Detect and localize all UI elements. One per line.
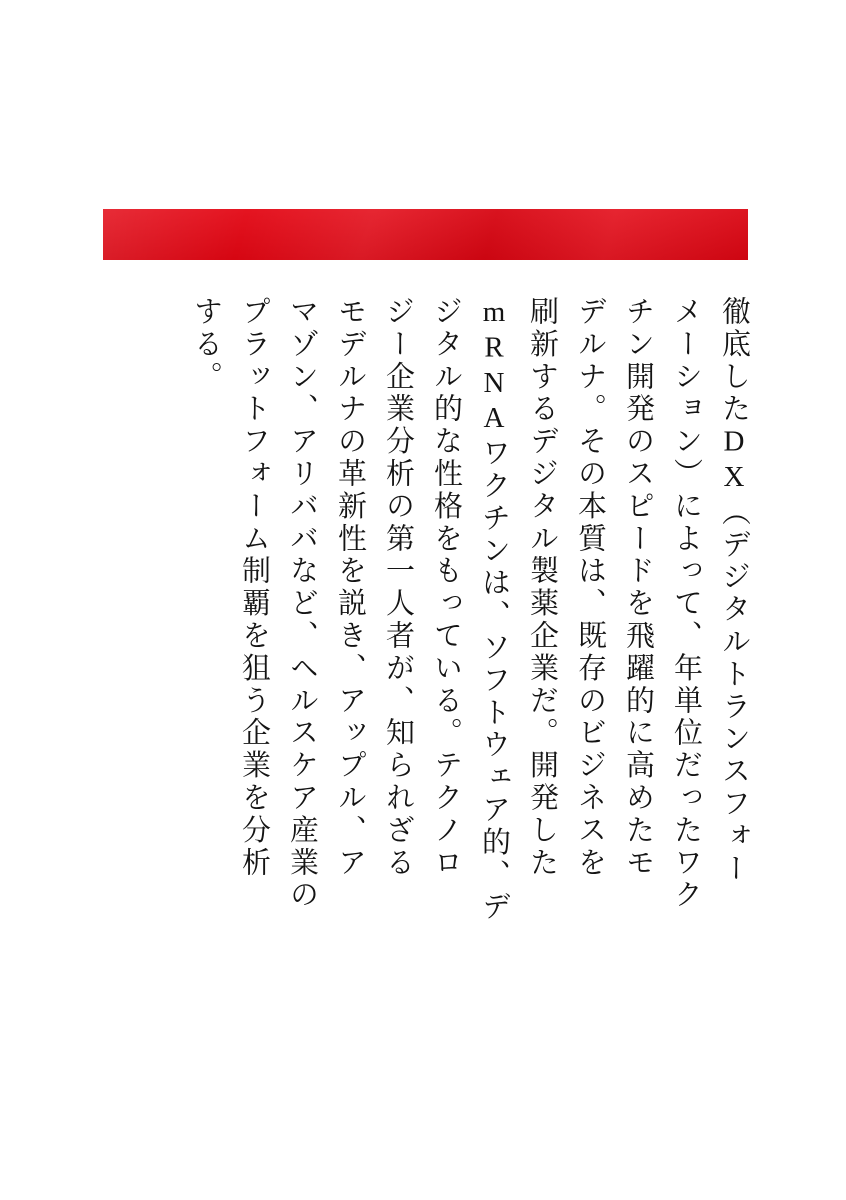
text-column: する。	[190, 296, 222, 394]
text-column: mRNAワクチンは、ソフトウェア的、デ	[478, 296, 510, 924]
text-column: チン開発のスピードを飛躍的に高めたモ	[622, 296, 654, 880]
text-column: ジタル的な性格をもっている。テクノロ	[430, 296, 462, 880]
text-column: プラットフォーム制覇を狙う企業を分析	[238, 296, 270, 880]
red-banner	[103, 209, 748, 260]
text-column: メーション）によって、年単位だったワク	[670, 296, 702, 912]
text-column: マゾン、アリババなど、ヘルスケア産業の	[286, 296, 318, 912]
text-column: ジー企業分析の第一人者が、知られざる	[382, 296, 414, 880]
text-column: モデルナの革新性を説き、アップル、ア	[334, 296, 366, 880]
vertical-text-block	[108, 296, 748, 996]
text-column: 刷新するデジタル製薬企業だ。開発した	[526, 296, 558, 880]
text-column: デルナ。その本質は、既存のビジネスを	[574, 296, 606, 880]
text-column: 徹底したDX（デジタルトランスフォー	[718, 296, 750, 886]
